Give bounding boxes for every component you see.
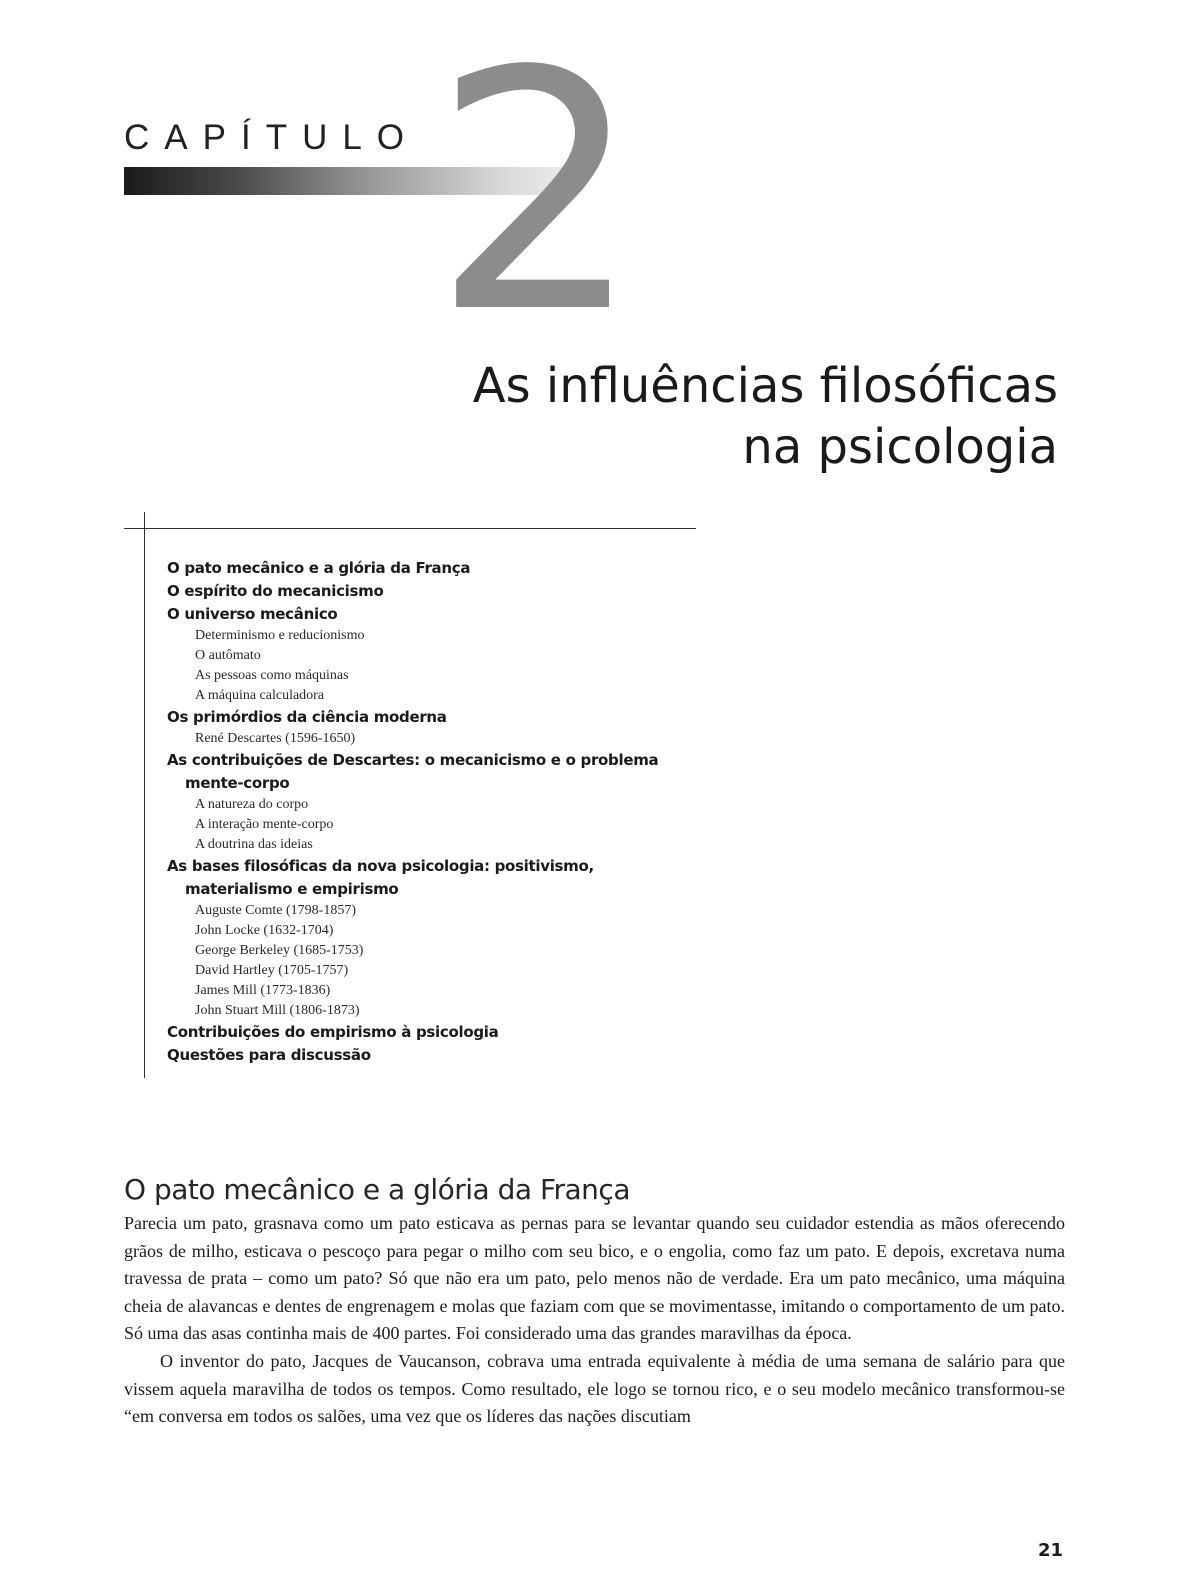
toc-entry-text: James Mill (1773-1836) [195,983,331,998]
toc-section-entry [167,580,687,603]
toc-section-entry [167,603,687,626]
toc-entry-text: David Hartley (1705-1757) [195,963,349,978]
toc-entry-text: O autômato [195,648,261,663]
toc-entry-text: Questões para discussão [167,1046,371,1064]
chapter-title [473,356,1058,478]
toc-subsection-entry [167,901,687,921]
toc-subsection-entry [167,961,687,981]
toc-subsection-entry [167,1001,687,1021]
section-heading: O pato mecânico e a glória da França [124,1173,630,1207]
toc-entry-text: René Descartes (1596-1650) [195,731,356,746]
toc-subsection-entry [167,626,687,646]
toc-entry-text: O universo mecânico [167,605,338,623]
toc-entry-text: Contribuições do empirismo à psicologia [167,1023,499,1041]
toc-section-entry [167,1044,687,1067]
toc-subsection-entry [167,921,687,941]
toc-entry-text: A interação mente-corpo [195,817,334,832]
toc-subsection-entry [167,646,687,666]
toc-subsection-entry [167,666,687,686]
toc-entry-text: O espírito do mecanicismo [167,582,384,600]
toc-subsection-entry [167,941,687,961]
toc-subsection-entry [167,686,687,706]
toc-subsection-entry [167,835,687,855]
chapter-number: 2 [432,1,642,385]
paragraph-2: O inventor do pato, Jacques de Vaucanson, cobrava uma entrada equivalente à média de uma semana de salário para que vissem aquela maravilha de todos os tempos. Como resultado, ele logo se tornou rico, e o seu modelo mecânico transformou-se “em conversa em todos os salões, uma vez que os líderes das nações discutiam [124,1350,1065,1427]
toc-section-entry [167,1021,687,1044]
table-of-contents [167,557,687,1067]
toc-entry-text: A doutrina das ideias [195,837,313,852]
toc-entry-text: O pato mecânico e a glória da França [167,559,471,577]
toc-entry-text: Auguste Comte (1798-1857) [195,903,356,918]
toc-section-entry [167,855,687,901]
toc-entry-continuation: mente-corpo [185,774,290,792]
toc-entry-text: Determinismo e reducionismo [195,628,365,643]
chapter-title-line-2: na psicologia [742,419,1058,475]
toc-subsection-entry [167,729,687,749]
toc-section-entry [167,706,687,729]
toc-entry-text: George Berkeley (1685-1753) [195,943,364,958]
toc-subsection-entry [167,815,687,835]
toc-entry-continuation: materialismo e empirismo [185,880,399,898]
toc-entry-text: Os primórdios da ciência moderna [167,708,447,726]
toc-entry-text: As pessoas como máquinas [195,668,349,683]
toc-entry-text: John Locke (1632-1704) [195,923,334,938]
toc-section-entry [167,749,687,795]
toc-entry-text: As contribuições de Descartes: o mecanicismo e o problema [167,751,659,769]
toc-side-rule [144,512,145,1078]
toc-subsection-entry [167,981,687,1001]
toc-section-entry [167,557,687,580]
toc-entry-text: A natureza do corpo [195,797,309,812]
chapter-label: CAPÍTULO [124,118,420,157]
toc-entry-text: John Stuart Mill (1806-1873) [195,1003,360,1018]
toc-top-rule [124,528,696,529]
chapter-title-line-1: As influências filosóficas [472,358,1058,414]
page-number: 21 [1037,1540,1063,1561]
toc-subsection-entry [167,795,687,815]
paragraph-1: Parecia um pato, grasnava como um pato esticava as pernas para se levantar quando seu cuidador estendia as mãos oferecendo grãos de milho, esticava o pescoço para pegar o milho com seu bico, e o engolia, como faz um pato. E depois, excretava numa travessa de prata – como um pato? Só que não era um pato, pelo menos não de verdade. Era um pato mecânico, uma máquina cheia de alavancas e dentes de engrenagem e molas que faziam com que se movimentasse, imitando o comportamento de um pato. Só uma das asas continha mais de 400 partes. Foi considerado uma das grandes maravilhas da época. [124,1213,1065,1344]
toc-entry-text: A máquina calculadora [195,688,325,703]
toc-entry-text: As bases filosóficas da nova psicologia: positivismo, [167,857,594,875]
body-text [124,1210,1065,1431]
